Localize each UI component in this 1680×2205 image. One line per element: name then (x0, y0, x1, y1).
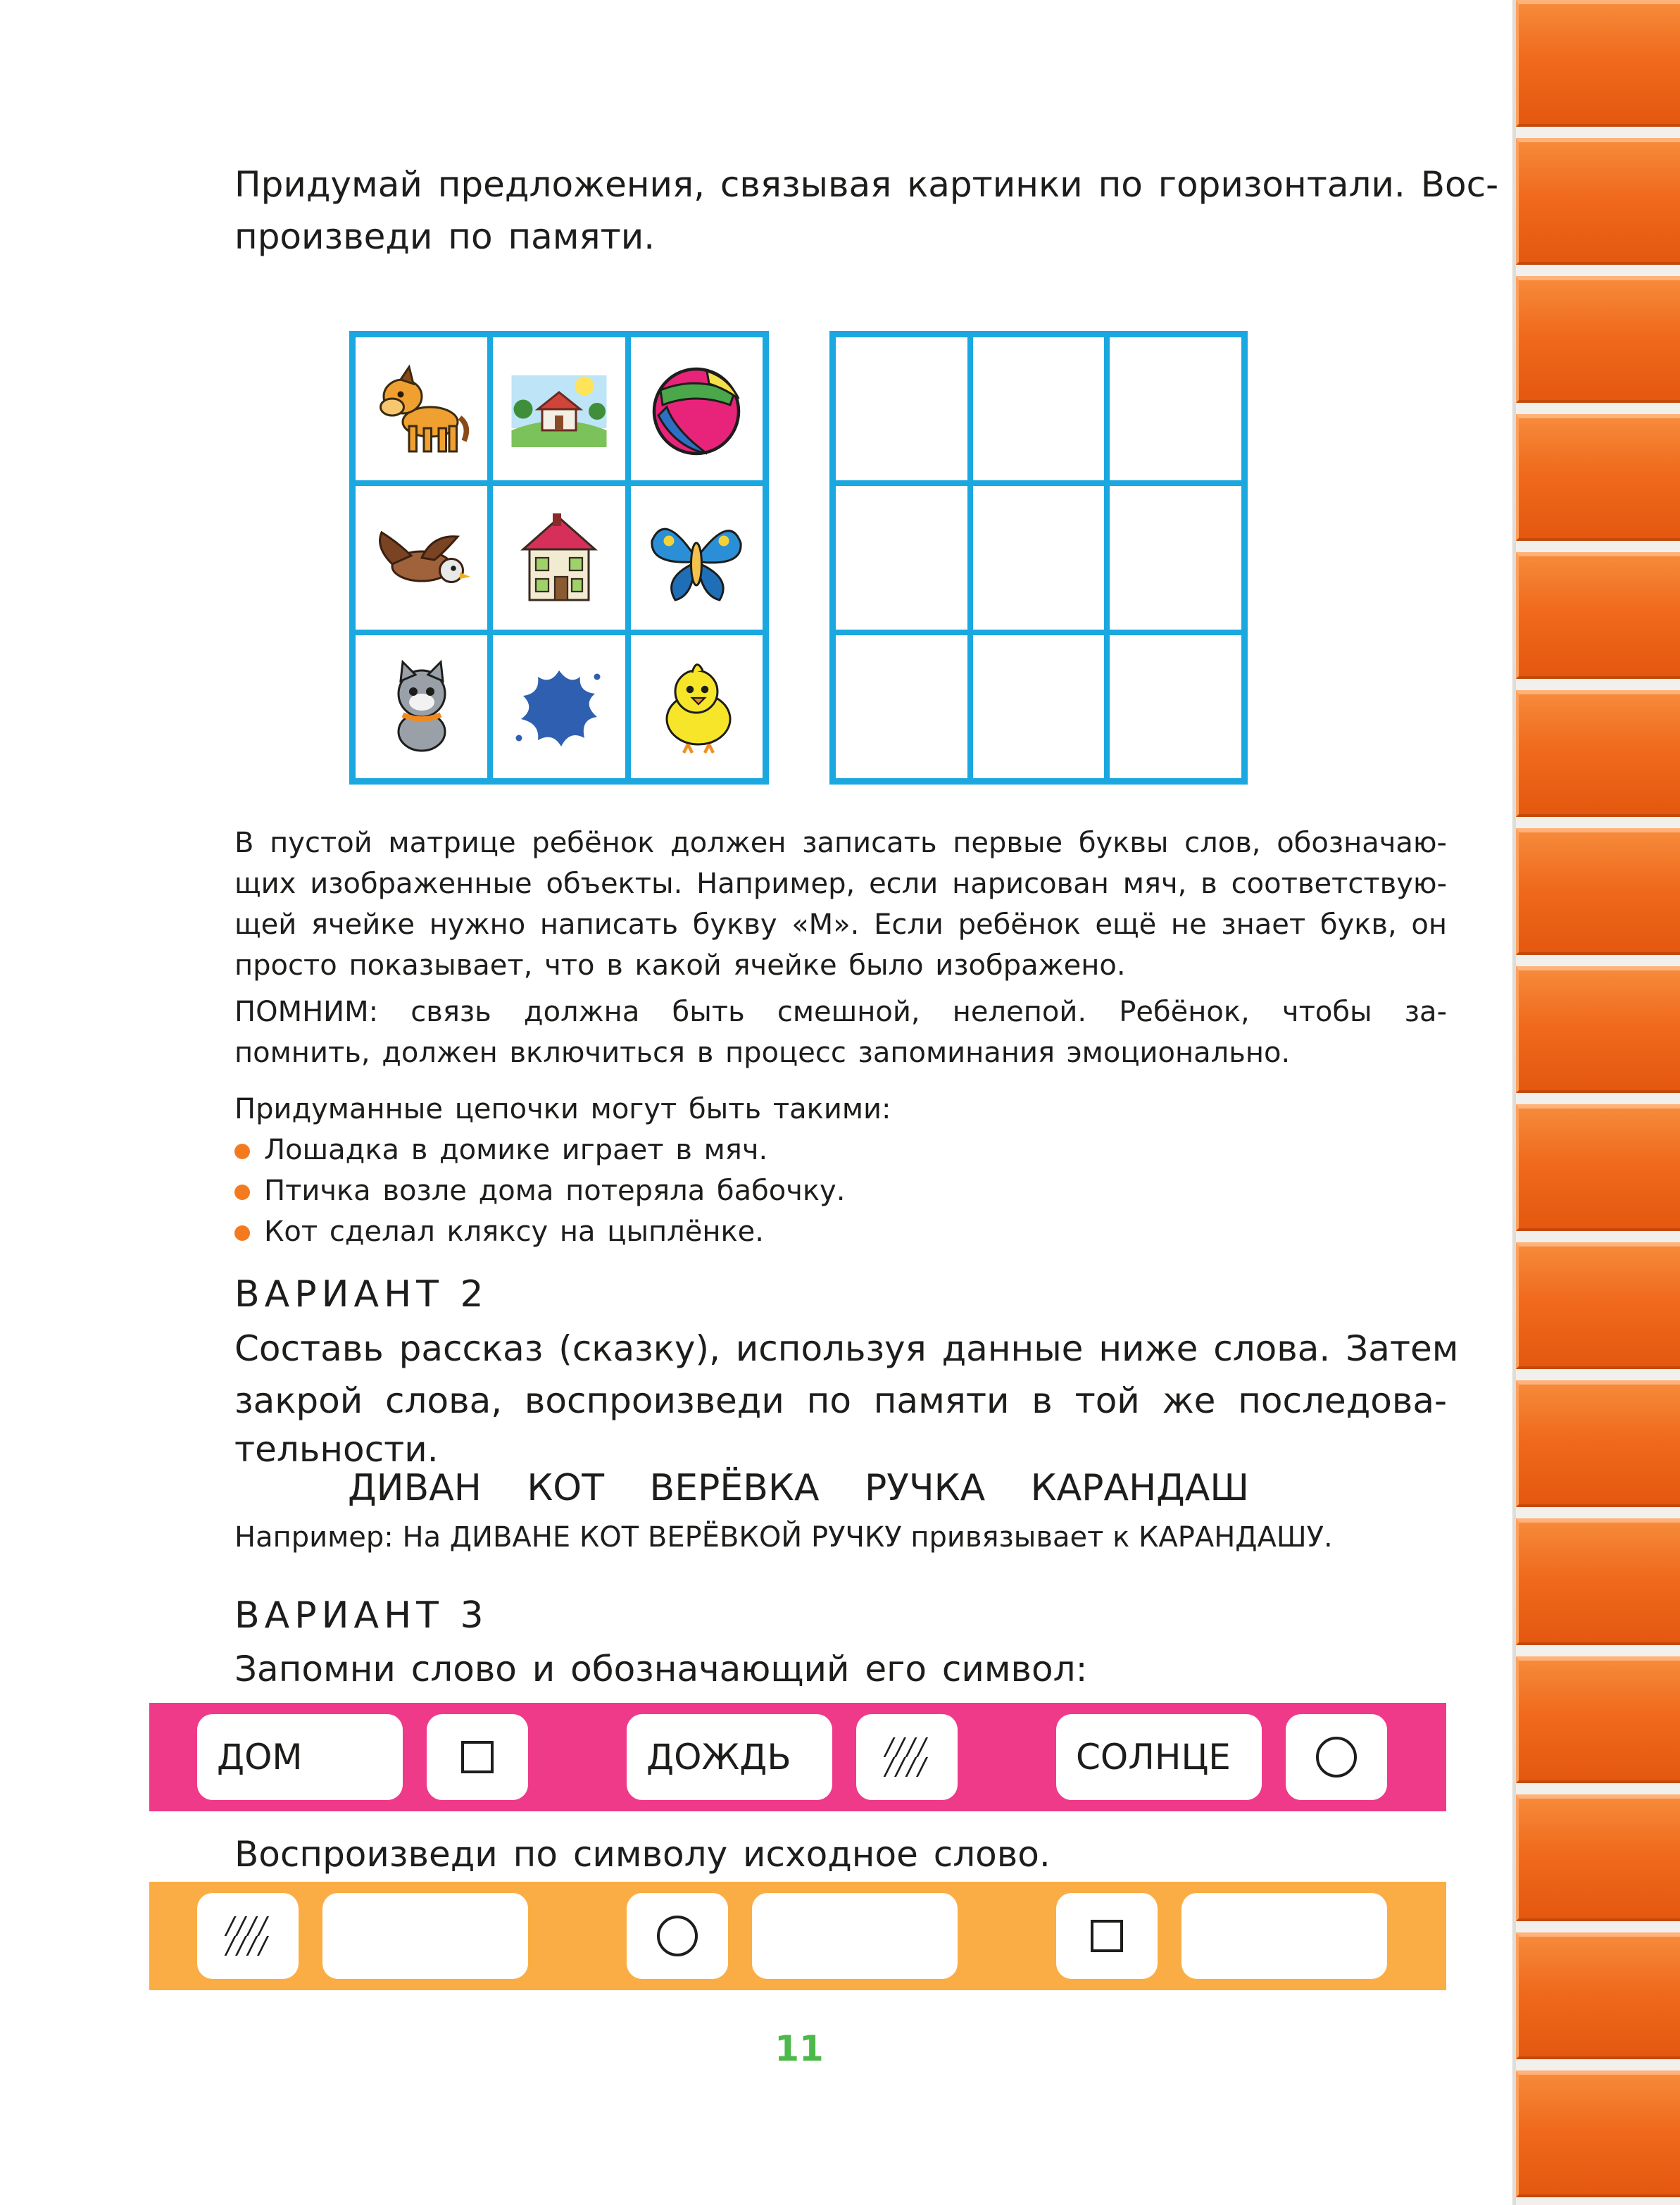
brick (1516, 966, 1680, 1093)
recall-symbol-rain (197, 1893, 299, 1979)
circle-symbol-icon (657, 1916, 698, 1956)
symbol-box-square (427, 1714, 528, 1800)
grid-cell-blot (490, 632, 627, 781)
rain-symbol-icon: //// //// (226, 1912, 270, 1960)
grid-cell-ball (628, 335, 765, 483)
grid-cell-house (490, 483, 627, 632)
chains-intro: Придуманные цепочки могут быть такими: (234, 1093, 891, 1125)
recall-answer-box[interactable] (322, 1893, 528, 1979)
brick (1516, 1932, 1680, 2059)
explanation-line: щих изображенные объекты. Например, если нарисован мяч, в соответствую- (234, 868, 1447, 900)
horse-icon (369, 356, 475, 462)
kitten-icon (369, 654, 475, 759)
blot-icon (506, 654, 612, 759)
picture-grid (349, 331, 769, 785)
bullet-icon (234, 1185, 250, 1200)
intro-line-2: произведи по памяти. (234, 216, 656, 257)
butterfly-icon (644, 505, 749, 611)
grid-cell-landscape (490, 335, 627, 483)
recall-instruction: Воспроизведи по символу исходное слово. (234, 1834, 1051, 1875)
word-item: ДИВАН (348, 1467, 482, 1509)
brick (1516, 414, 1680, 541)
word-item: КОТ (527, 1467, 605, 1509)
intro-text (234, 158, 1499, 263)
recall-answer-box[interactable] (1181, 1893, 1387, 1979)
variant3-instruction: Запомни слово и обозначающий его символ: (234, 1649, 1088, 1689)
bullet-icon (234, 1225, 250, 1241)
circle-symbol-icon (1316, 1737, 1357, 1778)
recall-band (149, 1882, 1446, 1990)
remember-line-2: помнить, должен включиться в процесс запоминания эмоционально. (234, 1037, 1291, 1069)
grid-cell-horse (353, 335, 490, 483)
recall-symbol-square (1056, 1893, 1158, 1979)
brick (1516, 552, 1680, 679)
variant2-instruction (234, 1323, 1459, 1472)
grid-cell-kitten (353, 632, 490, 781)
empty-cell[interactable] (970, 335, 1108, 483)
variant2-heading: ВАРИАНТ 2 (234, 1273, 489, 1316)
brick (1516, 1380, 1680, 1507)
variant3-heading: ВАРИАНТ 3 (234, 1594, 489, 1637)
grid-cell-bird (353, 483, 490, 632)
bird-icon (369, 505, 475, 611)
brick (1516, 1656, 1680, 1783)
explanation-text (234, 823, 1447, 986)
explanation-line: просто показывает, что в какой ячейке было изображено. (234, 949, 1126, 982)
brick (1516, 1794, 1680, 1921)
grid-cell-butterfly (628, 483, 765, 632)
brick (1516, 690, 1680, 817)
bullet-icon (234, 1144, 250, 1159)
chains-block (234, 1089, 1447, 1252)
brick (1516, 276, 1680, 403)
explanation-line: щей ячейке нужно написать букву «М». Если ребёнок ещё не знает букв, он (234, 908, 1447, 941)
brick (1516, 138, 1680, 265)
empty-cell[interactable] (970, 483, 1108, 632)
recall-symbol-circle (627, 1893, 728, 1979)
chick-icon (644, 654, 749, 759)
chain-item: Кот сделал кляксу на цыплёнке. (234, 1211, 1447, 1252)
ball-icon (644, 356, 749, 462)
brick (1516, 1242, 1680, 1369)
word-item: РУЧКА (864, 1467, 986, 1509)
word-box-rain: ДОЖДЬ (627, 1714, 832, 1800)
house-icon (506, 505, 612, 611)
word-item: ВЕРЁВКА (649, 1467, 820, 1509)
variant2-line: Составь рассказ (сказку), используя данные ниже слова. Затем (234, 1328, 1459, 1369)
chain-item: Лошадка в домике играет в мяч. (234, 1130, 1447, 1170)
brick (1516, 0, 1680, 127)
empty-cell[interactable] (833, 632, 970, 781)
explanation-line: В пустой матрице ребёнок должен записать первые буквы слов, обозначаю- (234, 827, 1447, 859)
symbol-box-rain (856, 1714, 958, 1800)
brick-border (1512, 0, 1680, 2205)
remember-note (234, 992, 1447, 1073)
recall-answer-box[interactable] (752, 1893, 958, 1979)
symbol-box-circle (1286, 1714, 1387, 1800)
empty-cell[interactable] (1107, 632, 1244, 781)
empty-cell[interactable] (970, 632, 1108, 781)
square-symbol-icon (1091, 1920, 1123, 1952)
grid-cell-chick (628, 632, 765, 781)
brick (1516, 1518, 1680, 1645)
intro-line-1: Придумай предложения, связывая картинки по горизонтали. Вос- (234, 164, 1499, 205)
empty-grid[interactable] (829, 331, 1248, 785)
chain-item: Птичка возле дома потеряла бабочку. (234, 1170, 1447, 1211)
page-number: 11 (775, 2028, 824, 2069)
empty-cell[interactable] (833, 335, 970, 483)
variant2-words (348, 1467, 1249, 1509)
word-box-dom: ДОМ (197, 1714, 403, 1800)
brick (1516, 1104, 1680, 1231)
memorize-band (149, 1703, 1446, 1811)
empty-cell[interactable] (1107, 335, 1244, 483)
brick (1516, 2070, 1680, 2197)
empty-cell[interactable] (1107, 483, 1244, 632)
square-symbol-icon (461, 1741, 494, 1773)
word-item: КАРАНДАШ (1030, 1467, 1249, 1509)
remember-line-1: ПОМНИМ: связь должна быть смешной, нелепой. Ребёнок, чтобы за- (234, 996, 1447, 1028)
empty-cell[interactable] (833, 483, 970, 632)
rain-symbol-icon: //// //// (885, 1733, 929, 1781)
brick (1516, 828, 1680, 955)
variant2-example: Например: На ДИВАНЕ КОТ ВЕРЁВКОЙ РУЧКУ привязывает к КАРАНДАШУ. (234, 1521, 1333, 1554)
variant2-line: закрой слова, воспроизведи по памяти в той же последова- (234, 1380, 1447, 1421)
variant2-line: тельности. (234, 1429, 439, 1470)
house-landscape-icon (506, 356, 612, 462)
word-box-sun: СОЛНЦЕ (1056, 1714, 1262, 1800)
